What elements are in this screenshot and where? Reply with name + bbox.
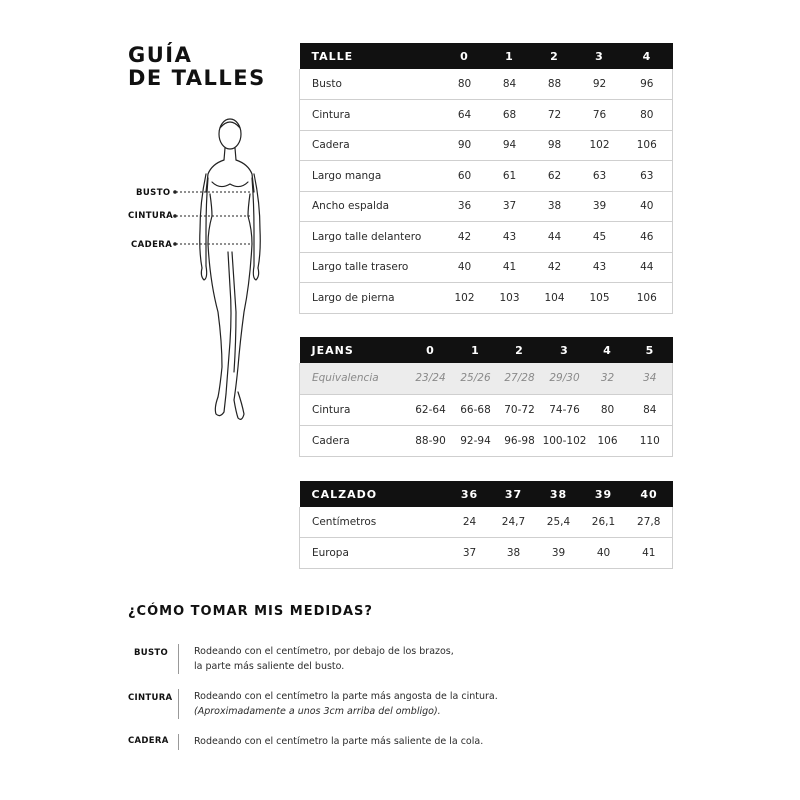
table-cell: 104 [532,283,578,314]
table-cell: 80 [442,69,488,100]
calzado-size-table [299,481,673,569]
jeans-header-row [300,337,673,363]
how-to-label: BUSTO [133,648,168,658]
table-row [300,507,673,538]
table-cell: 106 [588,425,628,456]
table-cell: 62-64 [408,394,454,425]
table-cell: 76 [578,100,622,131]
calzado-header-label: CALZADO [300,481,448,507]
table-cell: 98 [532,130,578,161]
table-cell: 24,7 [492,507,536,538]
row-label: Cintura [300,100,442,131]
table-cell: 43 [488,222,532,253]
table-cell: 106 [622,130,673,161]
how-to-item-cadera [128,734,688,750]
talle-size-table [299,43,673,314]
figure-label-cadera: CADERA [131,240,173,250]
table-cell: 96 [622,69,673,100]
jeans-size-table [299,337,673,457]
row-label: Largo manga [300,161,442,192]
body-figure-icon [120,112,280,432]
table-cell: 25,4 [536,507,582,538]
jeans-header-label: JEANS [300,337,408,363]
table-row [300,191,673,222]
table-cell: 64 [442,100,488,131]
figure-label-cintura: CINTURA [128,211,174,221]
table-cell: 110 [628,425,673,456]
how-to-text [194,644,454,674]
how-to-line: Rodeando con el centímetro, por debajo de los brazos, [194,646,454,657]
table-cell: 42 [442,222,488,253]
table-cell: 103 [488,283,532,314]
table-cell: 63 [622,161,673,192]
how-to-line: Rodeando con el centímetro la parte más angosta de la cintura. [194,691,498,702]
table-row [300,100,673,131]
how-to-title: ¿CÓMO TOMAR MIS MEDIDAS? [128,604,373,619]
table-cell: 40 [442,252,488,283]
jeans-header-cell: 1 [454,337,498,363]
how-to-label: CADERA [128,736,169,746]
table-cell: 26,1 [582,507,626,538]
table-cell: 39 [578,191,622,222]
how-to-line-note: (Aproximadamente a unos 3cm arriba del ombligo). [194,706,441,717]
table-cell: 40 [582,538,626,569]
row-label: Europa [300,538,448,569]
table-cell: 88 [532,69,578,100]
table-row [300,283,673,314]
divider [178,689,179,719]
jeans-header-cell: 0 [408,337,454,363]
table-cell: 102 [442,283,488,314]
how-to-label: CINTURA [128,693,173,703]
talle-header-cell: 0 [442,43,488,69]
calzado-header-cell: 36 [448,481,492,507]
talle-header-cell: 3 [578,43,622,69]
table-row [300,222,673,253]
table-cell: 29/30 [542,363,588,394]
table-cell: 84 [488,69,532,100]
table-cell: 62 [532,161,578,192]
table-cell: 60 [442,161,488,192]
table-cell: 36 [442,191,488,222]
table-cell: 24 [448,507,492,538]
table-cell: 38 [532,191,578,222]
table-cell: 106 [622,283,673,314]
table-cell: 92-94 [454,425,498,456]
jeans-header-cell: 3 [542,337,588,363]
row-label: Busto [300,69,442,100]
table-cell: 100-102 [542,425,588,456]
row-label: Largo talle delantero [300,222,442,253]
table-cell: 41 [626,538,673,569]
table-cell: 68 [488,100,532,131]
jeans-header-cell: 5 [628,337,673,363]
table-cell: 34 [628,363,673,394]
table-cell: 70-72 [498,394,542,425]
table-cell: 90 [442,130,488,161]
how-to-item-busto [128,644,688,674]
table-cell: 37 [488,191,532,222]
table-cell: 84 [628,394,673,425]
talle-header-cell: 1 [488,43,532,69]
how-to-text [194,734,483,749]
how-to-line: la parte más saliente del busto. [194,661,345,672]
table-cell: 44 [622,252,673,283]
talle-header-cell: 4 [622,43,673,69]
table-cell: 40 [622,191,673,222]
row-label: Centímetros [300,507,448,538]
talle-header-label: TALLE [300,43,442,69]
table-cell: 38 [492,538,536,569]
table-row [300,394,673,425]
table-cell: 43 [578,252,622,283]
table-cell: 23/24 [408,363,454,394]
calzado-header-cell: 37 [492,481,536,507]
page-title [128,44,266,90]
row-label: Cadera [300,425,408,456]
how-to-line: Rodeando con el centímetro la parte más saliente de la cola. [194,736,484,747]
table-cell: 46 [622,222,673,253]
table-cell: 66-68 [454,394,498,425]
table-cell: 96-98 [498,425,542,456]
row-label: Largo talle trasero [300,252,442,283]
table-row-equivalencia [300,363,673,394]
table-cell: 39 [536,538,582,569]
jeans-header-cell: 4 [588,337,628,363]
title-line-1: GUÍA [128,43,193,67]
table-row [300,425,673,456]
how-to-item-cintura [128,689,688,719]
table-cell: 94 [488,130,532,161]
table-cell: 102 [578,130,622,161]
table-cell: 72 [532,100,578,131]
jeans-header-cell: 2 [498,337,542,363]
table-cell: 25/26 [454,363,498,394]
table-cell: 32 [588,363,628,394]
table-cell: 80 [622,100,673,131]
table-row [300,69,673,100]
talle-header-row [300,43,673,69]
table-cell: 45 [578,222,622,253]
table-cell: 41 [488,252,532,283]
row-label: Cintura [300,394,408,425]
title-line-2: DE TALLES [128,66,266,90]
table-cell: 63 [578,161,622,192]
body-figure-illustration [120,112,280,432]
table-cell: 27,8 [626,507,673,538]
table-cell: 44 [532,222,578,253]
calzado-header-cell: 40 [626,481,673,507]
table-cell: 37 [448,538,492,569]
divider [178,644,179,674]
row-label: Ancho espalda [300,191,442,222]
table-cell: 92 [578,69,622,100]
table-cell: 74-76 [542,394,588,425]
divider [178,734,179,750]
table-cell: 80 [588,394,628,425]
table-row [300,252,673,283]
how-to-text [194,689,498,719]
table-cell: 27/28 [498,363,542,394]
table-row [300,538,673,569]
table-row [300,161,673,192]
row-label: Largo de pierna [300,283,442,314]
calzado-header-row [300,481,673,507]
talle-header-cell: 2 [532,43,578,69]
table-cell: 88-90 [408,425,454,456]
figure-label-busto: BUSTO [136,188,171,198]
row-label: Equivalencia [300,363,408,394]
row-label: Cadera [300,130,442,161]
table-cell: 42 [532,252,578,283]
calzado-header-cell: 38 [536,481,582,507]
table-cell: 61 [488,161,532,192]
table-cell: 105 [578,283,622,314]
table-row [300,130,673,161]
calzado-header-cell: 39 [582,481,626,507]
